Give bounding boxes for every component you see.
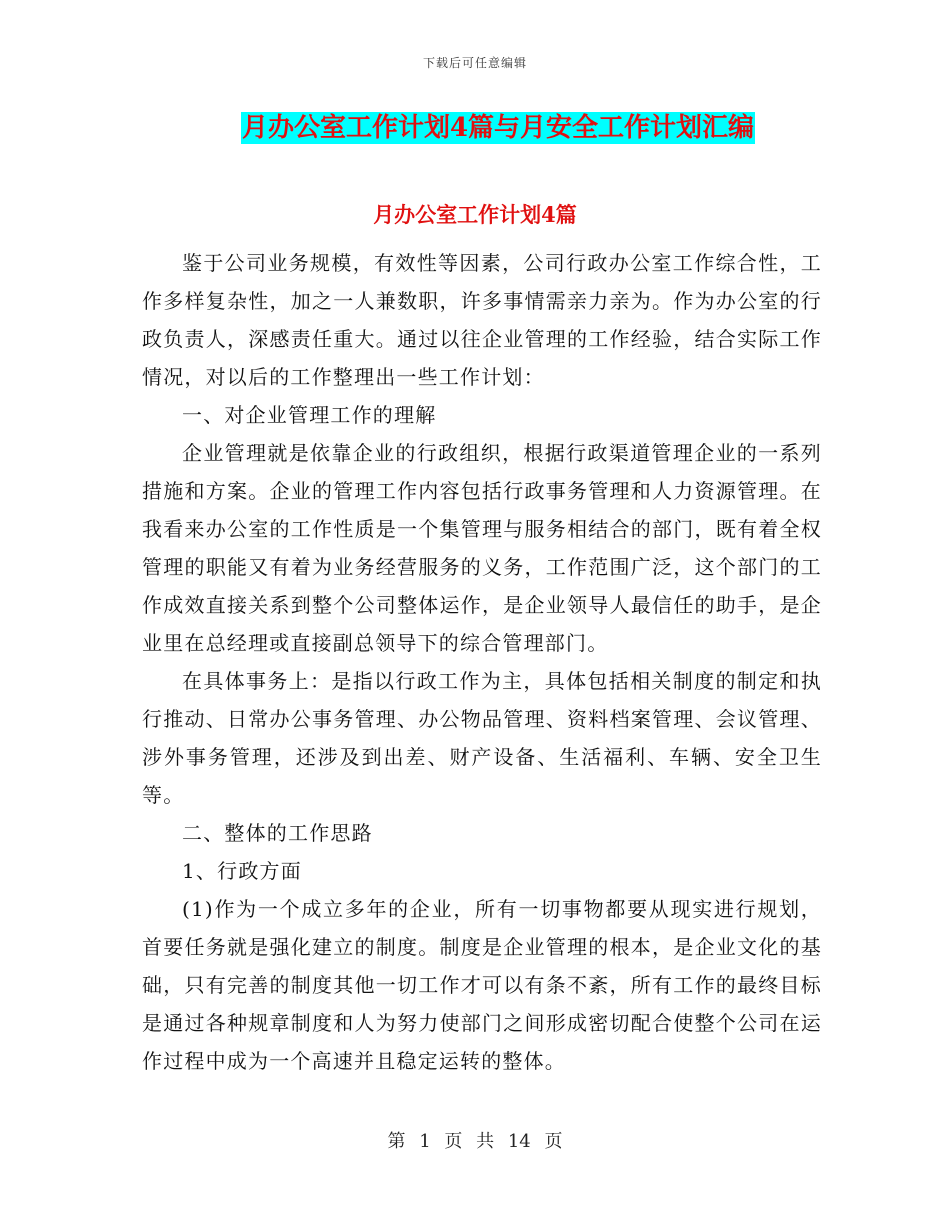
paragraph: (1)作为一个成立多年的企业，所有一切事物都要从现实进行规划，首要任务就是强化建立的制度。制度是企业管理的根本，是企业文化的基础，只有完善的制度其他一切工作才可以有条不紊，所有工作的最终目标是通过各种规章制度和人为努力使部门之间形成密切配合使整个公司在运作过程中成为一个高速并且稳定运转的整体。 xyxy=(142,897,822,1073)
page-number-footer: 第 1 页 共 14 页 xyxy=(387,1131,563,1152)
main-title: 月办公室工作计划4篇与月安全工作计划汇编 xyxy=(241,113,755,143)
section-heading: 二、整体的工作思路 xyxy=(182,821,373,845)
section-heading: 一、对企业管理工作的理解 xyxy=(182,403,437,427)
paragraph: 在具体事务上：是指以行政工作为主，具体包括相关制度的制定和执行推动、日常办公事务管理、办公物品管理、资料档案管理、会议管理、涉外事务管理，还涉及到出差、财产设备、生活福利、车辆、安全卫生等。 xyxy=(142,669,822,807)
sub-title: 月办公室工作计划4篇 xyxy=(373,202,577,227)
paragraph: 鉴于公司业务规模，有效性等因素，公司行政办公室工作综合性，工作多样复杂性，加之一人兼数职，许多事情需亲力亲为。作为办公室的行政负责人，深感责任重大。通过以往企业管理的工作经验，结合实际工作情况，对以后的工作整理出一些工作计划： xyxy=(142,251,822,389)
paragraph: 企业管理就是依靠企业的行政组织，根据行政渠道管理企业的一系列措施和方案。企业的管理工作内容包括行政事务管理和人力资源管理。在我看来办公室的工作性质是一个集管理与服务相结合的部门，既有着全权管理的职能又有着为业务经营服务的义务，工作范围广泛，这个部门的工作成效直接关系到整个公司整体运作，是企业领导人最信任的助手，是企业里在总经理或直接副总领导下的综合管理部门。 xyxy=(142,441,822,655)
main-title-container xyxy=(0,112,950,144)
document-body xyxy=(142,244,822,1080)
header-note: 下载后可任意编辑 xyxy=(422,56,527,70)
subsection-heading: 1、行政方面 xyxy=(182,859,302,883)
